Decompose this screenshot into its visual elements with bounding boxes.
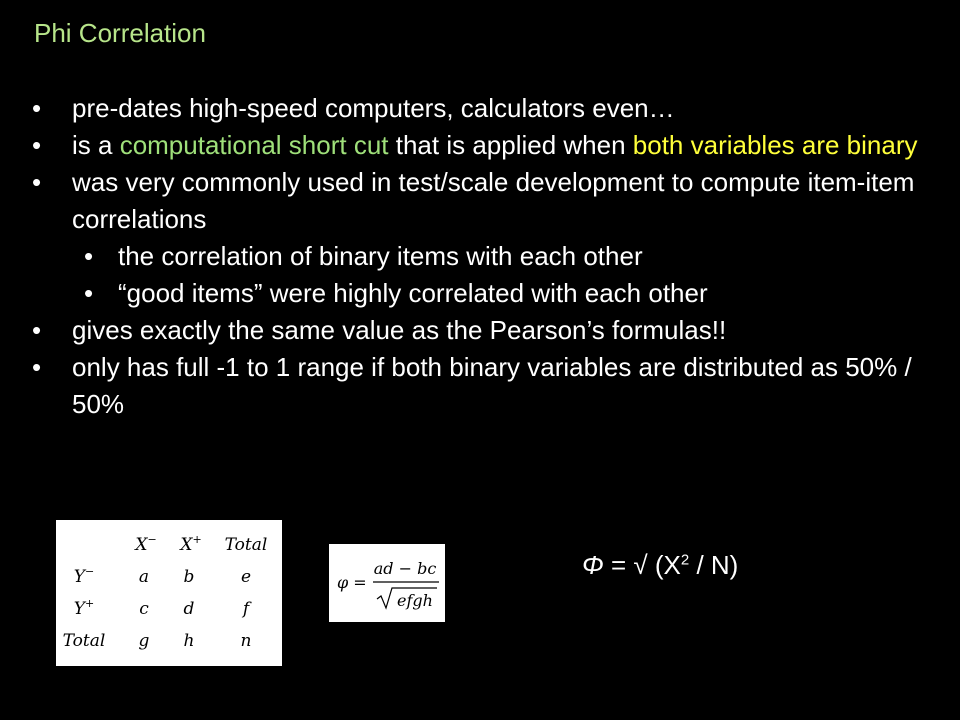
bullet-dot: • — [84, 241, 94, 271]
bullet-item — [0, 349, 960, 423]
bullet-dot: • — [32, 352, 42, 382]
header-x-minus: X− — [135, 533, 157, 555]
table-cell: f — [242, 599, 250, 619]
bullet-item — [0, 164, 960, 238]
table-cell: d — [183, 599, 195, 619]
bullet-item — [0, 127, 960, 164]
bullet-text: was very commonly used in test/scale development to compute item-item correlations — [72, 167, 915, 234]
bullet-text: the correlation of binary items with each other — [118, 241, 643, 271]
row-label: Y+ — [73, 597, 95, 619]
table-cell: g — [138, 631, 150, 651]
table-row — [63, 631, 252, 651]
phi-formula-image — [329, 544, 445, 622]
row-label: Y− — [73, 565, 95, 587]
highlight-green: computational short cut — [119, 130, 389, 160]
table-header — [133, 533, 267, 555]
bullet-dot: • — [32, 93, 42, 123]
table-cell: h — [183, 631, 195, 651]
phi-symbol: Φ — [582, 550, 604, 580]
slide-title: Phi Correlation — [34, 18, 206, 48]
header-total: Total — [224, 535, 268, 555]
bullet-dot: • — [32, 130, 42, 160]
table-cell: a — [138, 567, 150, 587]
phi-denominator: efgh — [397, 591, 433, 610]
bullet-text: gives exactly the same value as the Pearson’s formulas!! — [72, 315, 727, 345]
table-row — [74, 597, 252, 619]
bullet-dot: • — [84, 278, 94, 308]
bullet-text: only has full -1 to 1 range if both binary variables are distributed as 50% / 50% — [72, 352, 912, 419]
bullet-text: is a computational short cut that is applied when both variables are binary — [72, 130, 918, 160]
phi-chi-square-formula: Φ = √ $(X^2 / N)$ — [582, 550, 739, 580]
row-label: Total — [62, 631, 106, 651]
table-cell: n — [240, 631, 252, 651]
highlight-yellow: both variables are binary — [632, 130, 918, 160]
bullet-text: pre-dates high-speed computers, calculators even… — [72, 93, 675, 123]
bullet-item — [0, 312, 960, 349]
table-row — [74, 565, 251, 587]
bullet-text: “good items” were highly correlated with each other — [118, 278, 708, 308]
table-cell: e — [240, 567, 252, 587]
bullet-dot: • — [32, 315, 42, 345]
table-cell: c — [139, 599, 149, 619]
sub-bullet-item — [0, 275, 960, 312]
contingency-table-image — [56, 520, 282, 666]
bullet-item — [0, 90, 960, 127]
header-x-plus: X+ — [180, 533, 202, 555]
sub-bullet-item — [0, 238, 960, 275]
table-cell: b — [183, 567, 195, 587]
phi-lhs: φ = — [337, 573, 367, 592]
bullet-list — [0, 90, 960, 423]
bullet-dot: • — [32, 167, 42, 197]
phi-numerator: ad − bc — [373, 559, 437, 578]
